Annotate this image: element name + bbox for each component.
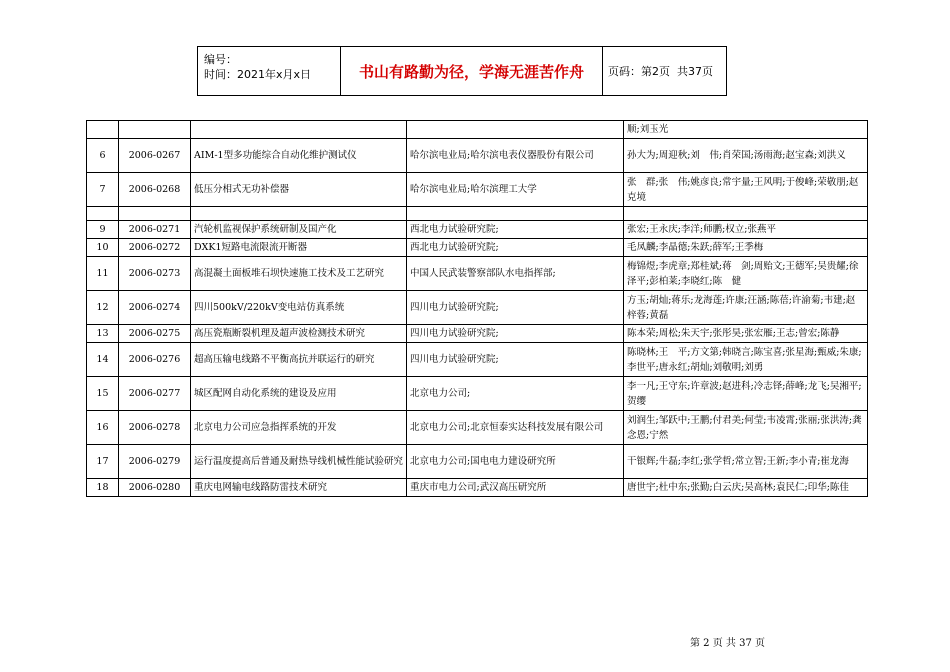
row-name-cell: 城区配网自动化系统的建设及应用 <box>191 377 407 411</box>
row-people-cell <box>624 207 868 221</box>
row-name-cell <box>191 207 407 221</box>
row-index-cell: 6 <box>87 139 119 173</box>
row-code-cell: 2006-0280 <box>119 479 191 497</box>
row-people-cell: 张 群;张 伟;姚彦良;常宇量;王风明;于俊峰;荣敬朋;赵克境 <box>624 173 868 207</box>
header-page-info <box>603 47 726 95</box>
row-org-cell: 西北电力试验研究院; <box>407 239 624 257</box>
row-code-cell: 2006-0273 <box>119 257 191 291</box>
row-org-cell: 西北电力试验研究院; <box>407 221 624 239</box>
document-number-label: 编号： <box>204 53 237 66</box>
row-code-cell <box>119 121 191 139</box>
header-motto: 书山有路勤为径，学海无涯苦作舟 <box>341 47 603 95</box>
row-org-cell: 中国人民武装警察部队水电指挥部; <box>407 257 624 291</box>
header-meta <box>198 47 341 95</box>
row-people-cell: 李一凡;王守东;许章波;赵进科;冷志铎;薛峰;龙飞;吴湘平;贺缨 <box>624 377 868 411</box>
award-table-body <box>87 121 868 497</box>
row-name-cell: 四川500kV/220kV变电站仿真系统 <box>191 291 407 325</box>
row-org-cell: 北京电力公司;北京恒泰实达科技发展有限公司 <box>407 411 624 445</box>
table-row <box>87 257 868 291</box>
row-index-cell: 9 <box>87 221 119 239</box>
table-row <box>87 343 868 377</box>
award-table <box>86 120 868 497</box>
row-org-cell: 四川电力试验研究院; <box>407 343 624 377</box>
row-org-cell: 哈尔滨电业局;哈尔滨电表仪器股份有限公司 <box>407 139 624 173</box>
row-index-cell: 15 <box>87 377 119 411</box>
table-row <box>87 325 868 343</box>
row-people-cell: 陈晓林;王 平;方文第;韩晓言;陈宝喜;张星海;甄威;朱康;李世平;唐永红;胡灿;刘敬明;刘勇 <box>624 343 868 377</box>
row-index-cell: 18 <box>87 479 119 497</box>
row-name-cell: 低压分相式无功补偿器 <box>191 173 407 207</box>
row-index-cell <box>87 207 119 221</box>
row-name-cell <box>191 121 407 139</box>
row-index-cell: 10 <box>87 239 119 257</box>
page-footer: 第 2 页 共 37 页 <box>690 638 765 649</box>
document-time-label: 时间：2021年x月x日 <box>204 68 312 81</box>
row-index-cell: 11 <box>87 257 119 291</box>
row-code-cell: 2006-0268 <box>119 173 191 207</box>
row-name-cell: 高压瓷瓶断裂机理及超声波检测技术研究 <box>191 325 407 343</box>
row-name-cell: 高混凝土面板堆石坝快速施工技术及工艺研究 <box>191 257 407 291</box>
row-code-cell: 2006-0267 <box>119 139 191 173</box>
row-index-cell: 17 <box>87 445 119 479</box>
row-code-cell: 2006-0277 <box>119 377 191 411</box>
table-row <box>87 173 868 207</box>
row-people-cell: 干银辉;牛磊;李红;张学哲;常立智;王新;李小青;崔龙海 <box>624 445 868 479</box>
table-row <box>87 377 868 411</box>
table-row <box>87 207 868 221</box>
header-page-label: 页码：第2页 共37页 <box>608 65 713 78</box>
row-org-cell: 北京电力公司;国电电力建设研究所 <box>407 445 624 479</box>
row-index-cell: 16 <box>87 411 119 445</box>
row-org-cell: 重庆市电力公司;武汉高压研究所 <box>407 479 624 497</box>
row-name-cell: 超高压输电线路不平衡高抗并联运行的研究 <box>191 343 407 377</box>
table-row <box>87 445 868 479</box>
row-name-cell: DXK1短路电流限流开断器 <box>191 239 407 257</box>
row-people-cell: 唐世宇;杜中东;张勤;白云庆;吴高林;袁民仁;印华;陈佳 <box>624 479 868 497</box>
row-org-cell <box>407 207 624 221</box>
row-people-cell: 孙大为;周迎秋;刘 伟;肖荣国;汤雨海;赵宝森;刘洪义 <box>624 139 868 173</box>
row-name-cell: 运行温度提高后普通及耐热导线机械性能试验研究 <box>191 445 407 479</box>
row-code-cell: 2006-0272 <box>119 239 191 257</box>
document-header <box>197 46 727 96</box>
row-people-cell: 顺;刘玉光 <box>624 121 868 139</box>
row-org-cell: 四川电力试验研究院; <box>407 325 624 343</box>
row-index-cell: 12 <box>87 291 119 325</box>
row-name-cell: 北京电力公司应急指挥系统的开发 <box>191 411 407 445</box>
row-people-cell: 刘润生;邹跃中;王鹏;付君美;何莹;韦凌霄;张丽;张洪涛;龚念恩;宁然 <box>624 411 868 445</box>
table-row <box>87 479 868 497</box>
row-code-cell: 2006-0274 <box>119 291 191 325</box>
row-org-cell: 北京电力公司; <box>407 377 624 411</box>
table-row <box>87 411 868 445</box>
row-code-cell: 2006-0271 <box>119 221 191 239</box>
row-code-cell: 2006-0276 <box>119 343 191 377</box>
row-people-cell: 陈本荣;周松;朱天宇;张彤昊;张宏雁;王志;曾宏;陈静 <box>624 325 868 343</box>
row-name-cell: 重庆电网输电线路防雷技术研究 <box>191 479 407 497</box>
row-people-cell: 梅锦煜;李虎章;郑桂斌;蒋 剑;周贻文;王德军;吴贵耀;徐泽平;彭柏莱;李晓红;陈 健 <box>624 257 868 291</box>
row-code-cell <box>119 207 191 221</box>
row-org-cell: 哈尔滨电业局;哈尔滨理工大学 <box>407 173 624 207</box>
row-name-cell: 汽轮机监视保护系统研制及国产化 <box>191 221 407 239</box>
table-row <box>87 239 868 257</box>
table-row <box>87 221 868 239</box>
table-row <box>87 291 868 325</box>
row-code-cell: 2006-0275 <box>119 325 191 343</box>
row-org-cell <box>407 121 624 139</box>
row-people-cell: 方玉;胡灿;蒋乐;龙海莲;许康;汪涵;陈蓓;许渝菊;韦建;赵梓蓉;黄磊 <box>624 291 868 325</box>
row-code-cell: 2006-0278 <box>119 411 191 445</box>
row-index-cell: 14 <box>87 343 119 377</box>
table-row <box>87 139 868 173</box>
row-org-cell: 四川电力试验研究院; <box>407 291 624 325</box>
row-index-cell: 7 <box>87 173 119 207</box>
row-name-cell: AIM-1型多功能综合自动化维护测试仪 <box>191 139 407 173</box>
row-people-cell: 毛凤麟;李晶德;朱跃;薛军;王季梅 <box>624 239 868 257</box>
table-row <box>87 121 868 139</box>
row-code-cell: 2006-0279 <box>119 445 191 479</box>
row-index-cell: 13 <box>87 325 119 343</box>
row-index-cell <box>87 121 119 139</box>
row-people-cell: 张宏;王永庆;李洋;师鹏;权立;张燕平 <box>624 221 868 239</box>
